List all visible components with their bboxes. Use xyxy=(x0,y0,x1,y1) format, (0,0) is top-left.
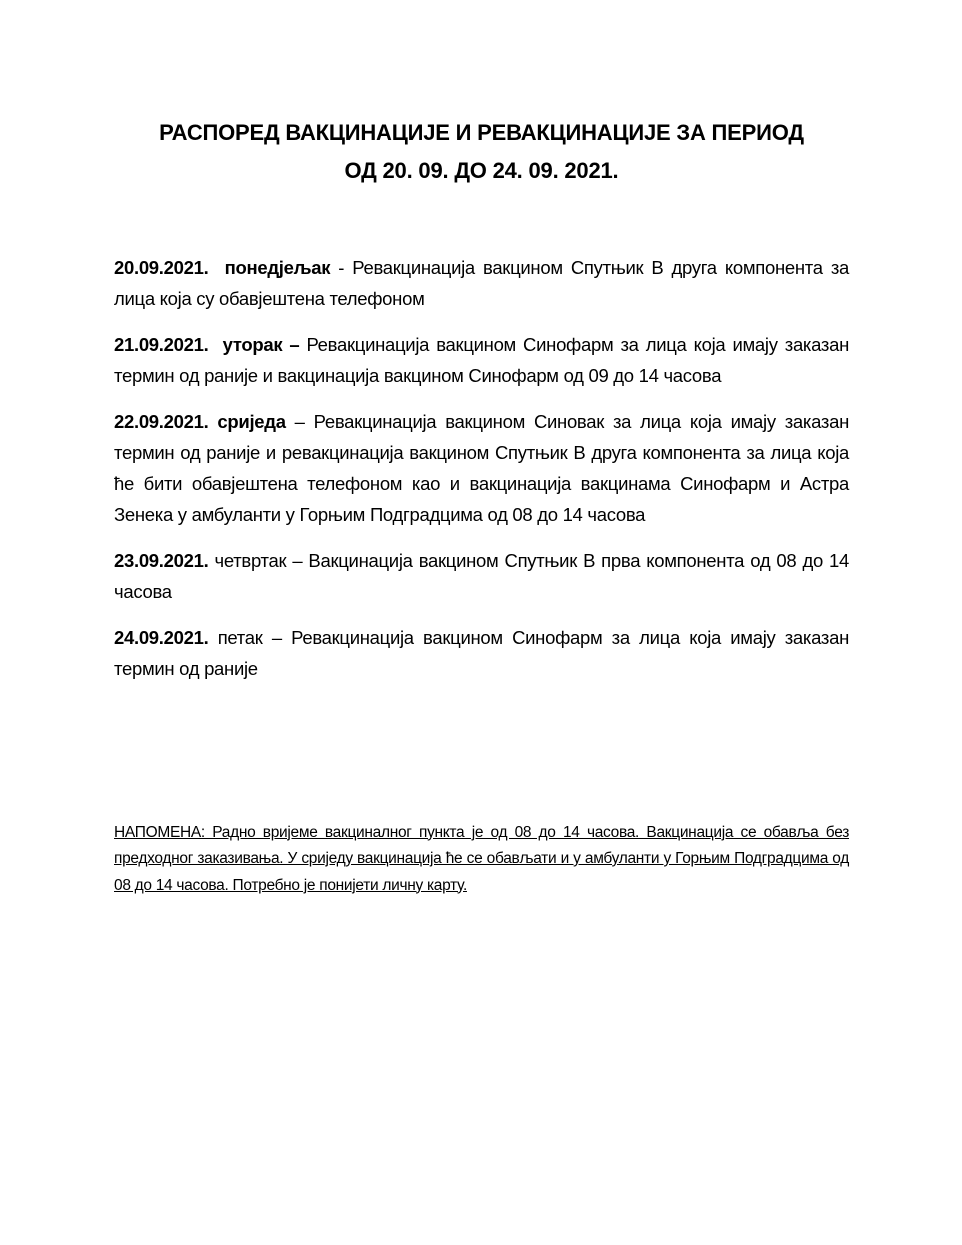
entry-day: уторак – xyxy=(222,334,300,355)
entry-day: сриједа xyxy=(217,411,286,432)
entry-text: – Ревакцинација вакцином Синофарм за лица која имају заказан термин од раније xyxy=(114,627,849,679)
entry-day: петак xyxy=(217,627,263,648)
title-line-2: ОД 20. 09. ДО 24. 09. 2021. xyxy=(344,158,619,183)
entry-text: – Ревакцинација вакцином Синовак за лица која имају заказан термин од раније и ревакцинација вакцином Спутњик В друга компонента за лица која ће бити обавјештена телефоном као и вакцинација вакцинама Синофарм и Астра Зенека у амбуланти у Горњим Подградцима од 08 до 14 часова xyxy=(114,411,849,525)
title-line-1: РАСПОРЕД ВАКЦИНАЦИЈЕ И РЕВАКЦИНАЦИЈЕ ЗА ПЕРИОД xyxy=(159,120,804,145)
document-title xyxy=(114,114,849,190)
entry-text: – Вакцинација вакцином Спутњик В прва компонента од 08 до 14 часова xyxy=(114,550,849,602)
schedule-list xyxy=(114,252,849,699)
entry-text: - Ревакцинација вакцином Спутњик В друга компонента за лица која су обавјештена телефоном xyxy=(114,257,849,309)
entry-date: 21.09.2021. xyxy=(114,334,209,355)
entry-date: 20.09.2021. xyxy=(114,257,209,278)
entry-date: 23.09.2021. xyxy=(114,550,209,571)
schedule-entry xyxy=(114,252,849,314)
entry-day: четвртак xyxy=(214,550,287,571)
schedule-entry xyxy=(114,545,849,607)
schedule-entry xyxy=(114,329,849,391)
entry-date: 24.09.2021. xyxy=(114,627,209,648)
entry-text: Ревакцинација вакцином Синофарм за лица која имају заказан термин од раније и вакцинација вакцином Синофарм од 09 до 14 часова xyxy=(114,334,849,386)
entry-date: 22.09.2021. xyxy=(114,411,209,432)
entry-day: понедјељак xyxy=(224,257,331,278)
schedule-entry xyxy=(114,406,849,530)
note-paragraph: НАПОМЕНА: Радно вријеме вакциналног пункта је од 08 до 14 часова. Вакцинација се обавља без предходног заказивања. У сриједу вакцинација ће се обављати и у амбуланти у Горњим Подградцима од 08 до 14 часова. Потребно је понијети личну карту. xyxy=(114,823,849,894)
schedule-entry xyxy=(114,622,849,684)
